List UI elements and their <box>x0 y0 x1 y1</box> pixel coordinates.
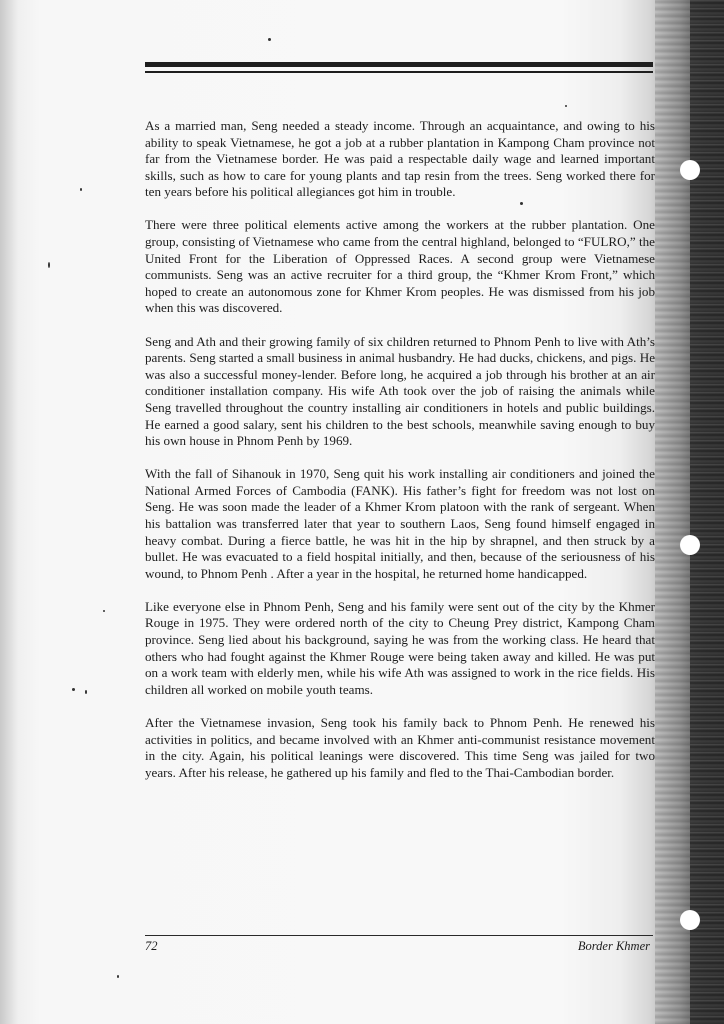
scan-edge-dark <box>690 0 724 1024</box>
scan-shadow-right <box>655 0 691 1024</box>
paragraph-vietnamese-invasion: After the Vietnamese invasion, Seng took his family back to Phnom Penh. He renewed his activities in politics, and became involved with an Khmer anti-communist resistance movement in the city. Again, his political leanings were discovered. This time Seng was jailed for two years. After his release, he gathered up his family and fled to the Thai-Cambodian border. <box>145 714 655 780</box>
scan-speck <box>520 202 523 205</box>
scan-speck <box>80 188 82 191</box>
body-text <box>145 118 655 798</box>
header-rule-thick <box>145 62 653 67</box>
punch-hole-bottom <box>680 910 700 930</box>
scan-speck <box>117 975 119 978</box>
paragraph-fall-of-sihanouk: With the fall of Sihanouk in 1970, Seng quit his work installing air conditioners and joined the National Armed Forces of Cambodia (FANK). His father’s fight for freedom was not lost on Seng. He was soon made the leader of a Khmer Krom platoon with the rank of sergeant. When his battalion was transferred later that year to southern Laos, Seng found himself engaged in heavy combat. During a fierce battle, he was hit in the hip by shrapnel, and then struck by a bullet. He was evacuated to a field hospital initially, and then, because of the seriousness of his wound, to Phnom Penh . After a year in the hospital, he returned home handicapped. <box>145 466 655 581</box>
scan-speck <box>85 690 87 694</box>
scan-speck <box>268 38 271 41</box>
scan-speck <box>565 105 567 107</box>
header-rule-thin <box>145 71 653 73</box>
scan-shadow-left <box>0 0 18 1024</box>
paragraph-return-phnom-penh: Seng and Ath and their growing family of six children returned to Phnom Penh to live with Ath’s parents. Seng started a small business in animal husbandry. He had ducks, chickens, and pigs. He was also a successful money-lender. Before long, he acquired a job through his brother at an air conditioner installation company. His wife Ath took over the job of raising the animals while Seng travelled throughout the country installing air conditioners in hotels and public buildings. He earned a good salary, sent his children to the best schools, meanwhile saving enough to buy his own house in Phnom Penh by 1969. <box>145 333 655 449</box>
footer-rule <box>145 935 653 936</box>
paragraph-rubber-plantation: As a married man, Seng needed a steady income. Through an acquaintance, and owing to his ability to speak Vietnamese, he got a job at a rubber plantation in Kampong Cham province not far from the Vietnamese border. He was paid a respectable daily wage and learned important skills, such as how to care for young plants and tap resin from the trees. Seng worked there for ten years before his political allegiances got him in trouble. <box>145 118 655 200</box>
running-title: Border Khmer <box>577 939 650 953</box>
scan-speck <box>72 688 75 691</box>
paragraph-khmer-rouge: Like everyone else in Phnom Penh, Seng and his family were sent out of the city by the Khmer Rouge in 1975. They were ordered north of the city to Cheung Prey district, Kampong Cham province. Seng lied about his background, saying he was from the working class. He heard that others who had fought against the Khmer Rouge were being taken away and killed. He was put on a work team with elderly men, while his wife Ath was assigned to work in the rice fields. His children all worked on mobile youth teams. <box>145 598 655 697</box>
punch-hole-top <box>680 160 700 180</box>
punch-hole-middle <box>680 535 700 555</box>
scan-speck <box>103 610 105 612</box>
scan-speck <box>48 262 50 268</box>
paragraph-political-elements: There were three political elements active among the workers at the rubber plantation. One group, consisting of Vietnamese who came from the central highland, belonged to “FULRO,” the United Front for the Liberation of Oppressed Races. A second group were Vietnamese communists. Seng was an active recruiter for a third group, the “Khmer Krom Front,” which hoped to create an autonomous zone for Khmer Krom peoples. He was dismissed from his job when this was discovered. <box>145 217 655 316</box>
page-number: 72 <box>145 939 158 953</box>
